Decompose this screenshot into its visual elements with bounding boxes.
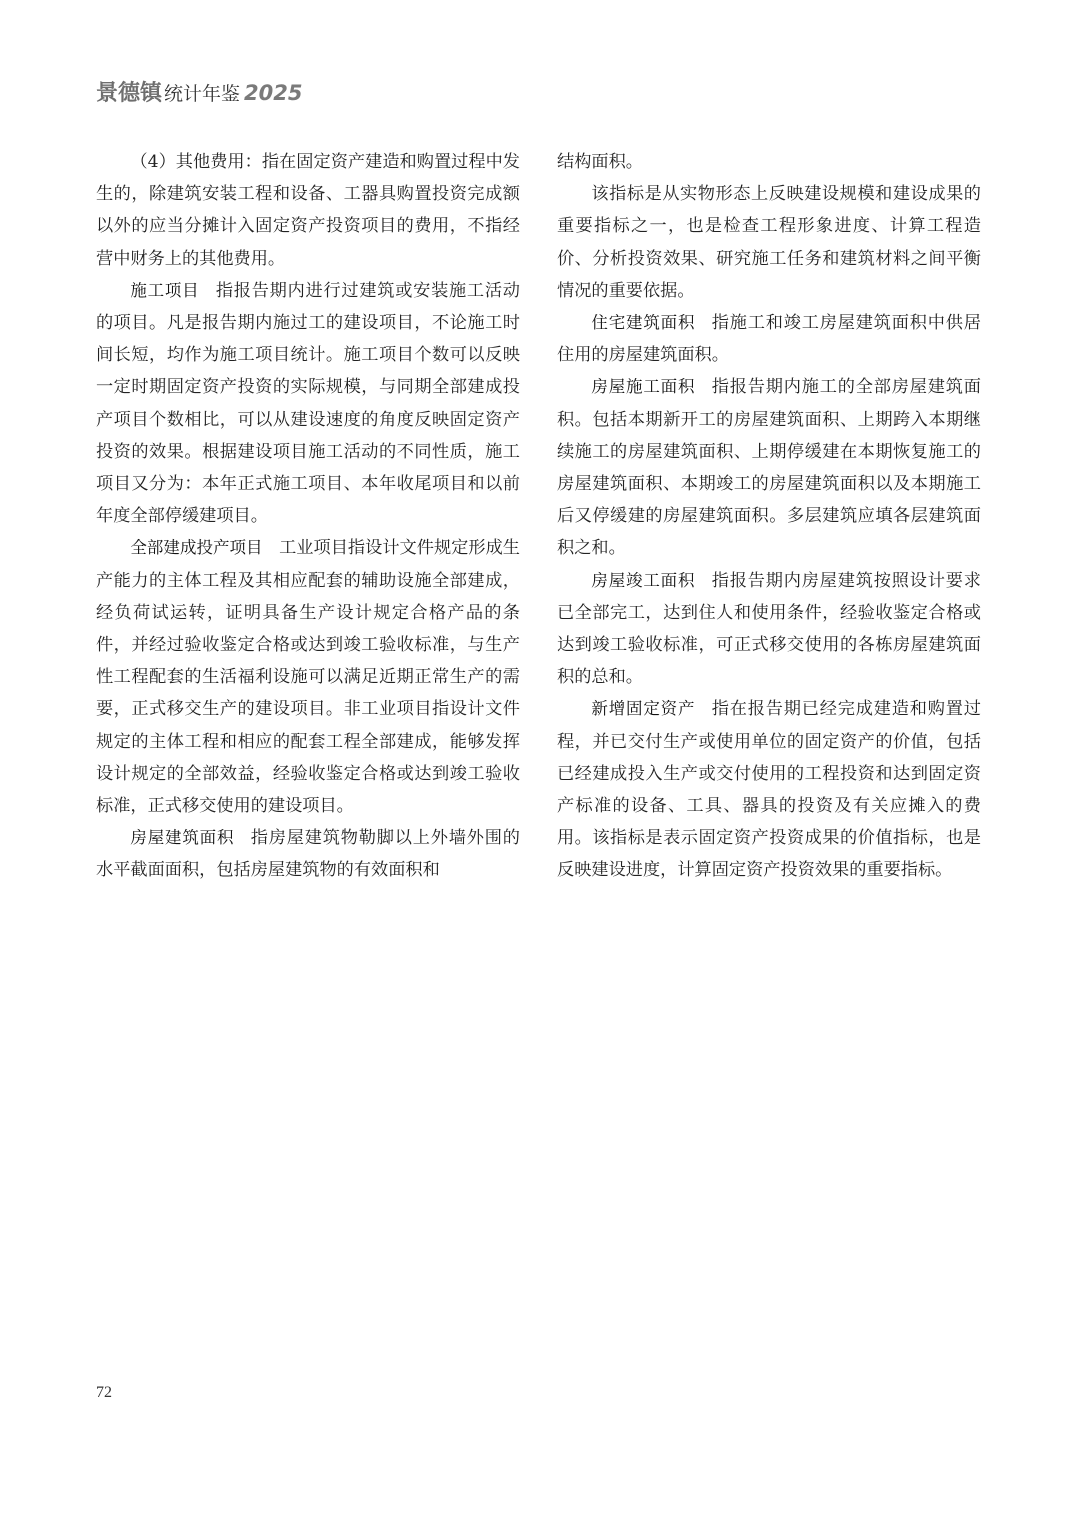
term-heading: 住宅建筑面积 bbox=[591, 313, 696, 333]
paragraph-text: （4）其他费用：指在固定资产建造和购置过程中发生的，除建筑安装工程和设备、工器具购置投资完成额以外的应当分摊计入固定资产投资项目的费用，不指经营中财务上的其他费用。 bbox=[96, 152, 520, 269]
paragraph bbox=[557, 565, 981, 694]
running-header bbox=[96, 76, 302, 106]
paragraph-text: 指在报告期已经完成建造和购置过程，并已交付生产或使用单位的固定资产的价值，包括已经建成投入生产或交付使用的工程投资和达到固定资产标准的设备、工具、器具的投资及有关应摊入的费用。该指标是表示固定资产投资成果的价值指标，也是反映建设进度，计算固定资产投资效果的重要指标。 bbox=[557, 699, 981, 881]
paragraph bbox=[96, 822, 520, 886]
paragraph-text: 指报告期内房屋建筑按照设计要求已全部完工，达到住人和使用条件，经验收鉴定合格或达到竣工验收标准，可正式移交使用的各栋房屋建筑面积的总和。 bbox=[557, 570, 981, 688]
paragraph-text: 指报告期内进行过建筑或安装施工活动的项目。凡是报告期内施过工的建设项目，不论施工时间长短，均作为施工项目统计。施工项目个数可以反映一定时期固定资产投资的实际规模，与同期全部建成投产项目个数相比，可以从建设速度的角度反映固定资产投资的效果。根据建设项目施工活动的不同性质，施工项目又分为：本年正式施工项目、本年收尾项目和以前年度全部停缓建项目。 bbox=[96, 280, 520, 527]
right-column bbox=[557, 146, 981, 887]
paragraph-text: 指施工和竣工房屋建筑面积中供居住用的房屋建筑面积。 bbox=[557, 313, 981, 366]
paragraph bbox=[96, 275, 520, 533]
paragraph bbox=[557, 178, 981, 307]
paragraph bbox=[96, 146, 520, 275]
term-heading: 房屋建筑面积 bbox=[130, 828, 235, 848]
paragraph-text: 该指标是从实物形态上反映建设规模和建设成果的重要指标之一，也是检查工程形象进度、计算工程造价、分析投资效果、研究施工任务和建筑材料之间平衡情况的重要依据。 bbox=[557, 184, 981, 301]
paragraph bbox=[557, 371, 981, 564]
paragraph-text: 工业项目指设计文件规定形成生产能力的主体工程及其相应配套的辅助设施全部建成，经负荷试运转，证明具备生产设计规定合格产品的条件，并经过验收鉴定合格或达到竣工验收标准，与生产性工程配套的生活福利设施可以满足近期正常生产的需要，正式移交生产的建设项目。非工业项目指设计文件规定的主体工程和相应的配套工程全部建成，能够发挥设计规定的全部效益，经验收鉴定合格或达到竣工验收标准，正式移交使用的建设项目。 bbox=[96, 538, 520, 817]
left-column bbox=[96, 146, 520, 887]
header-book-title: 统计年鉴 bbox=[164, 83, 241, 105]
page-number: 72 bbox=[96, 1384, 112, 1401]
paragraph bbox=[96, 532, 520, 822]
term-heading: 房屋施工面积 bbox=[591, 377, 696, 397]
term-heading: 全部建成投产项目 bbox=[130, 538, 263, 558]
paragraph-text: 指报告期内施工的全部房屋建筑面积。包括本期新开工的房屋建筑面积、上期跨入本期继续施工的房屋建筑面积、上期停缓建在本期恢复施工的房屋建筑面积、本期竣工的房屋建筑面积以及本期施工后又停缓建的房屋建筑面积。多层建筑应填各层建筑面积之和。 bbox=[557, 377, 981, 559]
paragraph-text: 指房屋建筑物勒脚以上外墙外围的水平截面面积，包括房屋建筑物的有效面积和 bbox=[96, 828, 520, 881]
header-city: 景德镇 bbox=[96, 81, 163, 106]
header-year: 2025 bbox=[244, 81, 303, 105]
paragraph-text: 结构面积。 bbox=[557, 152, 643, 172]
term-heading: 新增固定资产 bbox=[591, 699, 696, 719]
paragraph bbox=[557, 307, 981, 371]
paragraph bbox=[557, 693, 981, 886]
paragraph-continuation bbox=[557, 146, 981, 178]
term-heading: 施工项目 bbox=[130, 280, 200, 300]
term-heading: 房屋竣工面积 bbox=[591, 570, 696, 590]
